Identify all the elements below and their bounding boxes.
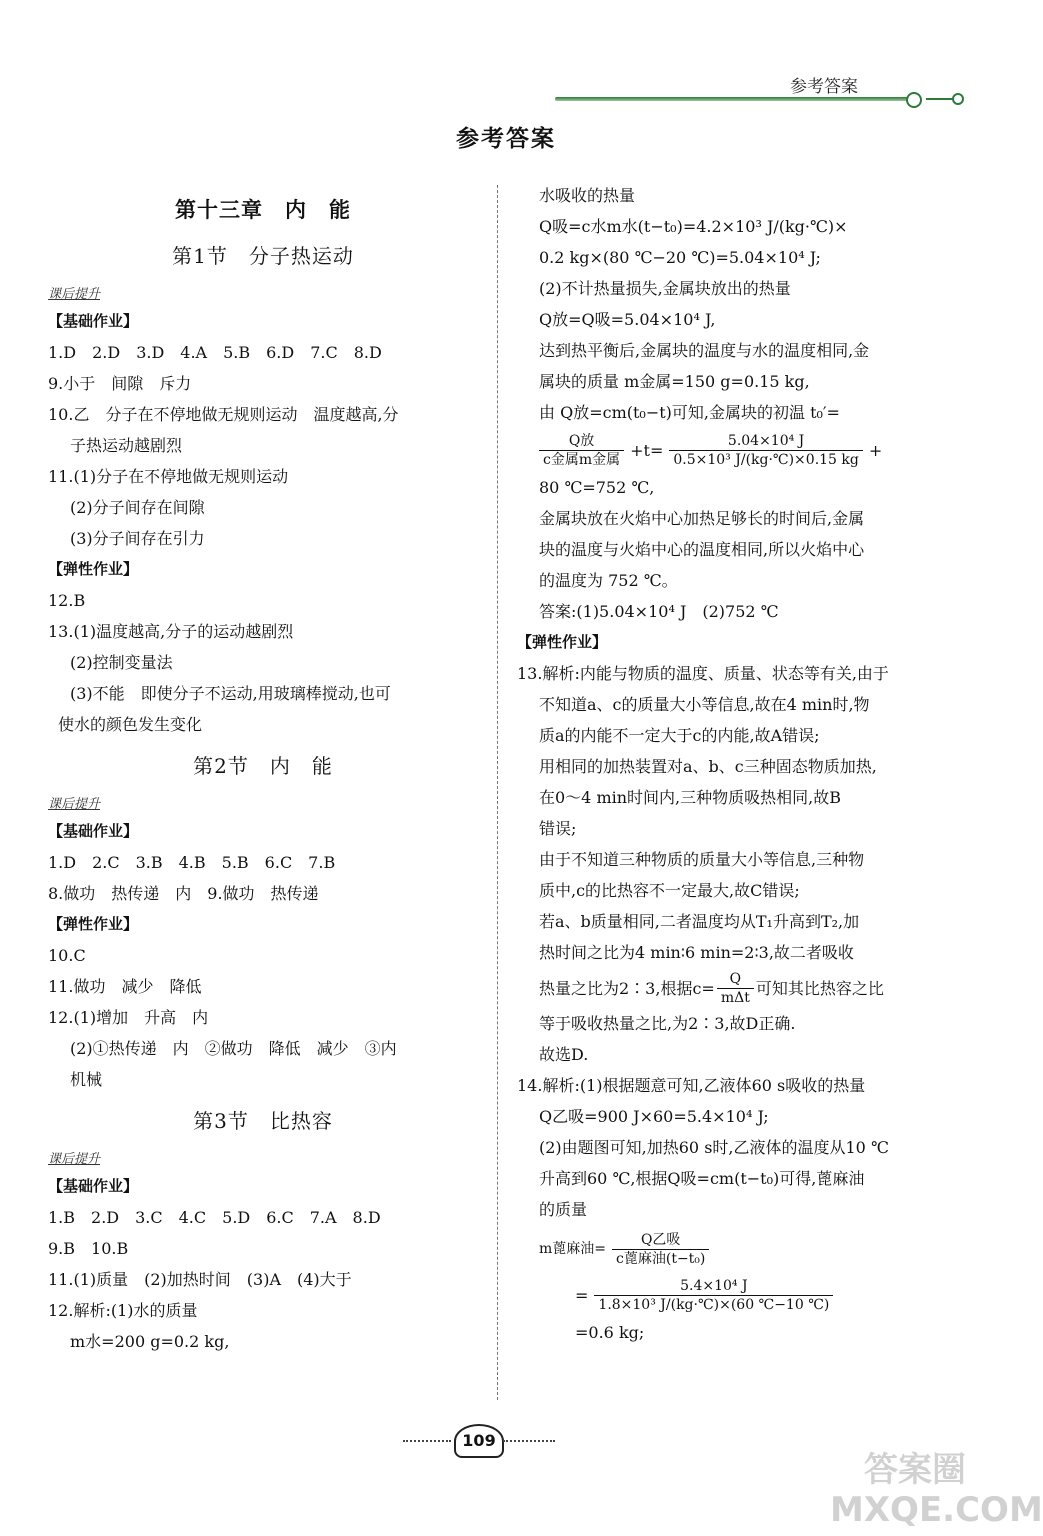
section-1-basic-heading: 【基础作业】	[48, 312, 139, 330]
answer-line: (2)控制变量法	[70, 653, 173, 672]
fraction-numerator: Q放	[539, 432, 624, 451]
formula-mass-value	[517, 1273, 977, 1317]
answer-line: (3)不能 即使分子不运动,用玻璃棒搅动,也可	[70, 684, 391, 703]
fraction-denominator: c蓖麻油(t−t₀)	[616, 1250, 706, 1267]
fraction-numerator: 5.4×10⁴ J	[594, 1277, 833, 1296]
section-1-tag: 课后提升	[48, 287, 101, 302]
footer-dots-right	[503, 1440, 555, 1442]
answer-line: (2)由题图可知,加热60 s时,乙液体的温度从10 ℃	[539, 1138, 889, 1157]
right-column	[517, 180, 977, 1348]
header-rule	[555, 97, 910, 101]
answer-line: 13.(1)温度越高,分子的运动越剧烈	[48, 622, 294, 641]
header-end-ring-icon	[952, 93, 964, 105]
answer-line: m水=200 g=0.2 kg,	[70, 1332, 230, 1351]
answer-line: 质中,c的比热容不一定最大,故C错误;	[539, 881, 800, 900]
answer-line: 水吸收的热量	[539, 186, 636, 205]
section-1-title: 第1节 分子热运动	[172, 244, 354, 268]
answer-line: Q吸=c水m水(t−t₀)=4.2×10³ J/(kg·℃)×	[539, 217, 848, 236]
fraction-numerator: Q	[717, 970, 754, 989]
answer-line: Q放=Q吸=5.04×10⁴ J,	[539, 310, 716, 329]
section-3-title: 第3节 比热容	[193, 1109, 333, 1133]
answer-line: (2)①热传递 内 ②做功 降低 减少 ③内	[70, 1039, 397, 1058]
answer-line: 12.解析:(1)水的质量	[48, 1301, 198, 1320]
section-1-flex-heading: 【弹性作业】	[48, 560, 139, 578]
answer-line: 块的温度与火焰中心的温度相同,所以火焰中心	[539, 540, 865, 559]
formula-text: m蓖麻油=	[539, 1240, 607, 1257]
answer-line: 80 ℃=752 ℃,	[539, 478, 655, 497]
answer-line: 1.D 2.D 3.D 4.A 5.B 6.D 7.C 8.D	[48, 343, 382, 362]
fraction	[594, 1277, 833, 1314]
flex-heading: 【弹性作业】	[517, 633, 608, 651]
fraction-denominator: mΔt	[720, 989, 750, 1006]
section-2-title: 第2节 内 能	[193, 754, 333, 778]
answer-line: 不知道a、c的质量大小等信息,故在4 min时,物	[539, 695, 870, 714]
formula-specific-heat	[517, 968, 977, 1008]
answer-line: 达到热平衡后,金属块的温度与水的温度相同,金	[539, 341, 870, 360]
page-number: 109	[454, 1424, 504, 1458]
answer-line: 的温度为 752 ℃。	[539, 571, 678, 590]
header-tail	[926, 98, 954, 100]
answer-line: 8.做功 热传递 内 9.做功 热传递	[48, 884, 319, 903]
answer-line: 14.解析:(1)根据题意可知,乙液体60 s吸收的热量	[517, 1076, 866, 1095]
page-title: 参考答案	[456, 126, 556, 152]
column-divider	[497, 185, 498, 1400]
answer-line: 由于不知道三种物质的质量大小等信息,三种物	[539, 850, 865, 869]
answer-line: (3)分子间存在引力	[70, 529, 205, 548]
watermark-logo: 答案圈 MXQE.COM	[830, 1450, 1043, 1530]
fraction-denominator: 1.8×10³ J/(kg·℃)×(60 ℃−10 ℃)	[598, 1296, 830, 1313]
answer-line: 0.2 kg×(80 ℃−20 ℃)=5.04×10⁴ J;	[539, 248, 821, 267]
formula-text: 可知其比热容之比	[755, 978, 884, 998]
header-label: 参考答案	[790, 77, 858, 97]
answer-line: 升高到60 ℃,根据Q吸=cm(t−t₀)可得,蓖麻油	[539, 1169, 865, 1188]
fraction-denominator: 0.5×10³ J/(kg·℃)×0.15 kg	[673, 451, 859, 468]
formula-text: +t=	[630, 440, 664, 460]
formula-text: =	[575, 1285, 589, 1305]
answer-line: 13.解析:内能与物质的温度、质量、状态等有关,由于	[517, 664, 889, 683]
answer-line: 9.小于 间隙 斥力	[48, 374, 192, 393]
answer-line: 9.B 10.B	[48, 1239, 129, 1258]
fraction	[669, 432, 862, 469]
answer-line: 故选D.	[539, 1045, 589, 1064]
answer-line: 12.B	[48, 591, 86, 610]
fraction-numerator: 5.04×10⁴ J	[669, 432, 862, 451]
answer-line: 的质量	[539, 1200, 588, 1219]
answer-line: 等于吸收热量之比,为2∶3,故D正确.	[539, 1014, 796, 1033]
answer-line: 1.B 2.D 3.C 4.C 5.D 6.C 7.A 8.D	[48, 1208, 381, 1227]
answer-line: 若a、b质量相同,二者温度均从T₁升高到T₂,加	[539, 912, 860, 931]
formula-text: 热量之比为2∶3,根据c=	[539, 978, 715, 998]
answer-line: =0.6 kg;	[575, 1323, 645, 1342]
answer-line: 答案:(1)5.04×10⁴ J (2)752 ℃	[539, 602, 779, 621]
section-3-basic-heading: 【基础作业】	[48, 1177, 139, 1195]
answer-line: 机械	[70, 1070, 103, 1089]
answer-line: 1.D 2.C 3.B 4.B 5.B 6.C 7.B	[48, 853, 336, 872]
answer-line: 金属块放在火焰中心加热足够长的时间后,金属	[539, 509, 865, 528]
answer-line: 子热运动越剧烈	[70, 436, 183, 455]
answer-line: 11.(1)分子在不停地做无规则运动	[48, 467, 289, 486]
formula-initial-temp	[517, 428, 977, 472]
fraction	[539, 432, 624, 469]
answer-line: 12.(1)增加 升高 内	[48, 1008, 209, 1027]
fraction-numerator: Q乙吸	[612, 1231, 709, 1250]
answer-line: 错误;	[539, 819, 577, 838]
section-2-tag: 课后提升	[48, 797, 101, 812]
fraction	[612, 1231, 709, 1268]
formula-mass	[517, 1225, 977, 1273]
fraction	[717, 970, 754, 1007]
answer-line: 热时间之比为4 min∶6 min=2∶3,故二者吸收	[539, 943, 854, 962]
answer-line: 11.(1)质量 (2)加热时间 (3)A (4)大于	[48, 1270, 352, 1289]
section-2-basic-heading: 【基础作业】	[48, 822, 139, 840]
fraction-denominator: c金属m金属	[543, 451, 621, 468]
section-3-tag: 课后提升	[48, 1152, 101, 1167]
section-2-flex-heading: 【弹性作业】	[48, 915, 139, 933]
answer-line: (2)分子间存在间隙	[70, 498, 205, 517]
header-ring-icon	[906, 92, 922, 108]
left-column	[48, 190, 478, 1357]
answer-line: (2)不计热量损失,金属块放出的热量	[539, 279, 791, 298]
formula-text: +	[868, 440, 883, 460]
answer-line: 由 Q放=cm(t₀−t)可知,金属块的初温 t₀′=	[539, 403, 840, 422]
chapter-title: 第十三章 内 能	[175, 198, 351, 222]
answer-line: 属块的质量 m金属=150 g=0.15 kg,	[539, 372, 810, 391]
answer-line: 使水的颜色发生变化	[58, 715, 203, 734]
answer-line: 11.做功 减少 降低	[48, 977, 202, 996]
footer-dots-left	[403, 1440, 451, 1442]
answer-line: 质a的内能不一定大于c的内能,故A错误;	[539, 726, 820, 745]
answer-line: Q乙吸=900 J×60=5.4×10⁴ J;	[539, 1107, 769, 1126]
answer-line: 10.C	[48, 946, 86, 965]
answer-line: 在0～4 min时间内,三种物质吸热相同,故B	[539, 788, 841, 807]
answer-line: 用相同的加热装置对a、b、c三种固态物质加热,	[539, 757, 877, 776]
answer-line: 10.乙 分子在不停地做无规则运动 温度越高,分	[48, 405, 399, 424]
